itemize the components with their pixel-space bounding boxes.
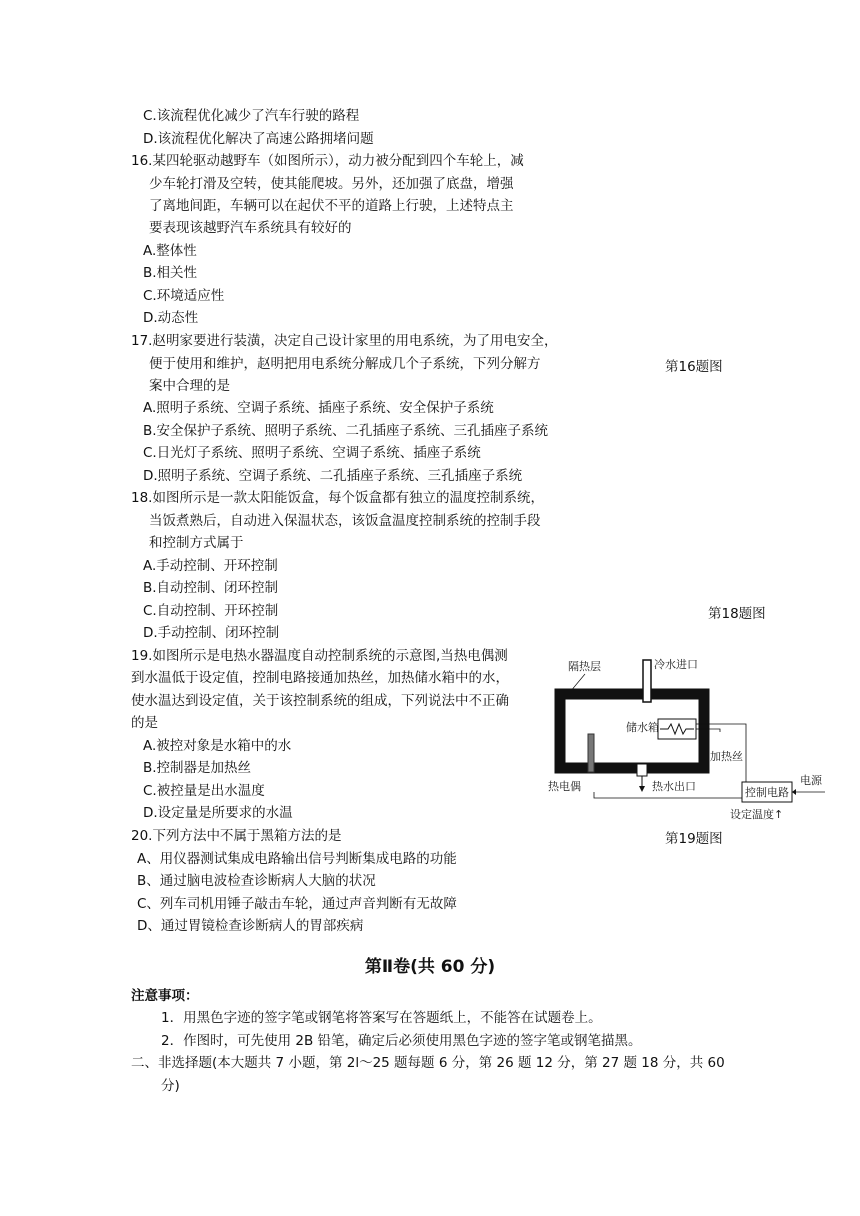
label-tank: 储水箱	[626, 721, 659, 734]
q18-option-d: D.手动控制、闭环控制	[143, 625, 280, 641]
label-cold-inlet: 冷水进口	[654, 658, 698, 671]
hot-water-outlet-pipe	[637, 764, 647, 776]
power-arrow-icon	[792, 789, 796, 795]
q20-option-c: C、列车司机用锤子敲击车轮，通过声音判断有无故障	[137, 896, 457, 912]
q18-option-c: C.自动控制、开环控制	[143, 603, 279, 619]
cold-water-inlet-pipe	[643, 660, 651, 702]
q16-option-a: A.整体性	[143, 243, 197, 259]
label-power: 电源	[800, 774, 822, 787]
part2-title: 第Ⅱ卷(共 60 分)	[364, 957, 496, 977]
q19-option-d: D.设定量是所要求的水温	[143, 805, 293, 821]
thermocouple-probe	[588, 734, 594, 772]
q16-figure-caption: 第16题图	[665, 359, 723, 375]
q19-stem-line-1: 19.如图所示是电热水器温度自动控制系统的示意图,当热电偶测	[131, 648, 508, 664]
notes-heading: 注意事项：	[131, 988, 199, 1004]
q15-option-c: C.该流程优化减少了汽车行驶的路程	[143, 108, 360, 124]
q17-option-a: A.照明子系统、空调子系统、插座子系统、安全保护子系统	[143, 400, 494, 416]
label-control-circuit: 控制电路	[745, 786, 789, 799]
water-heater-diagram	[540, 652, 830, 822]
q19-stem-line-2: 到水温低于设定值，控制电路接通加热丝，加热储水箱中的水，	[131, 670, 509, 686]
label-hot-outlet: 热水出口	[652, 780, 696, 793]
q16-stem-line-4: 要表现该越野汽车系统具有较好的	[149, 220, 352, 236]
q20-stem: 20.下列方法中不属于黑箱方法的是	[131, 828, 342, 844]
label-setpoint: 设定温度↑	[730, 808, 784, 821]
q16-stem-line-2: 少车轮打滑及空转，使其能爬坡。另外，还加强了底盘，增强	[149, 176, 514, 192]
q17-option-c: C.日光灯子系统、照明子系统、空调子系统、插座子系统	[143, 445, 481, 461]
q19-stem-line-4: 的是	[131, 715, 158, 731]
q16-option-d: D.动态性	[143, 310, 199, 326]
q18-stem-line-3: 和控制方式属于	[149, 535, 244, 551]
q20-option-b: B、通过脑电波检查诊断病人大脑的状况	[137, 873, 376, 889]
outlet-arrow-icon	[639, 786, 645, 792]
q18-stem-line-2: 当饭煮熟后，自动进入保温状态，该饭盒温度控制系统的控制手段	[149, 513, 541, 529]
label-thermocouple: 热电偶	[548, 780, 581, 793]
q16-option-b: B.相关性	[143, 265, 198, 281]
note-2: 2．作图时，可先使用 2B 铅笔，确定后必须使用黑色字迹的签字笔或钢笔描黑。	[161, 1033, 642, 1049]
q19-figure-caption: 第19题图	[665, 831, 723, 847]
q17-option-b: B.安全保护子系统、照明子系统、二孔插座子系统、三孔插座子系统	[143, 423, 549, 439]
label-insulation: 隔热层	[568, 660, 601, 673]
q16-option-c: C.环境适应性	[143, 288, 225, 304]
label-heater: 加热丝	[710, 750, 743, 763]
q18-figure-caption: 第18题图	[708, 606, 766, 622]
q16-stem-line-3: 了离地间距，车辆可以在起伏不平的道路上行驶，上述特点主	[149, 198, 514, 214]
q17-stem-line-1: 17.赵明家要进行装潢，决定自己设计家里的用电系统，为了用电安全，	[131, 333, 558, 349]
q18-option-a: A.手动控制、开环控制	[143, 558, 278, 574]
q20-option-d: D、通过胃镜检查诊断病人的胃部疾病	[137, 918, 364, 934]
q17-stem-line-3: 案中合理的是	[149, 378, 230, 394]
q19-option-a: A.被控对象是水箱中的水	[143, 738, 292, 754]
q15-option-d: D.该流程优化解决了高速公路拥堵问题	[143, 131, 374, 147]
note-1: 1．用黑色字迹的签字笔或钢笔将答案写在答题纸上，不能答在试题卷上。	[161, 1010, 602, 1026]
section-heading-line-1: 二、非选择题(本大题共 7 小题，第 2l～25 题每题 6 分，第 26 题 12 分，第 27 题 18 分，共 60	[131, 1055, 725, 1071]
q17-stem-line-2: 便于使用和维护，赵明把用电系统分解成几个子系统，下列分解方	[149, 356, 541, 372]
q19-stem-line-3: 使水温达到设定值，关于该控制系统的组成，下列说法中不正确	[131, 693, 509, 709]
q18-option-b: B.自动控制、闭环控制	[143, 580, 279, 596]
q19-option-b: B.控制器是加热丝	[143, 760, 252, 776]
q19-option-c: C.被控量是出水温度	[143, 783, 265, 799]
q18-stem-line-1: 18.如图所示是一款太阳能饭盒，每个饭盒都有独立的温度控制系统，	[131, 490, 544, 506]
q20-option-a: A、用仪器测试集成电路输出信号判断集成电路的功能	[137, 851, 457, 867]
q16-stem-line-1: 16.某四轮驱动越野车（如图所示），动力被分配到四个车轮上，减	[131, 153, 524, 169]
q17-option-d: D.照明子系统、空调子系统、二孔插座子系统、三孔插座子系统	[143, 468, 523, 484]
section-heading-line-2: 分)	[161, 1078, 180, 1094]
